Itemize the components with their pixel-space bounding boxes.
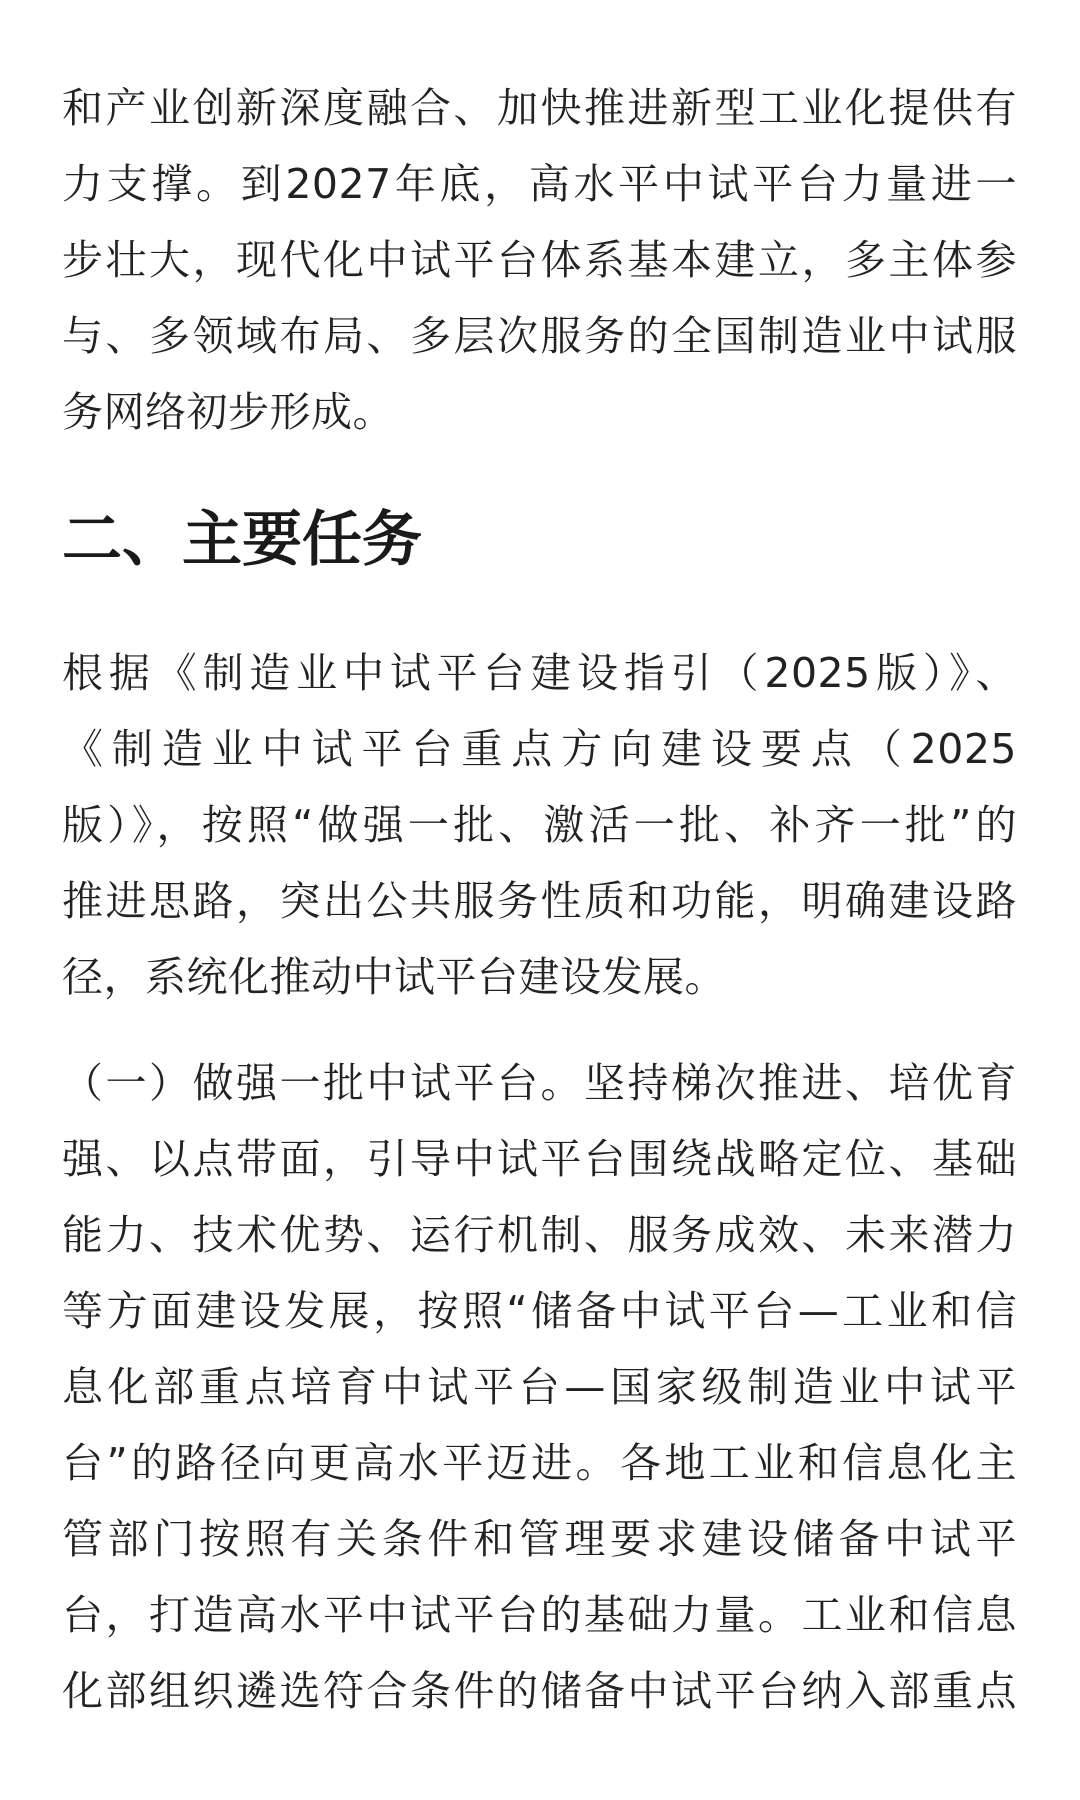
section-paragraph	[62, 635, 1017, 1015]
paragraph-line: 台”的路径向更高水平迈进。各地工业和信息化主	[62, 1439, 1017, 1487]
paragraph-line: 务网络初步形成。	[62, 388, 394, 436]
paragraph-line: 化部组织遴选符合条件的储备中试平台纳入部重点	[62, 1667, 1017, 1715]
intro-paragraph	[62, 70, 1017, 450]
paragraph-line: 管部门按照有关条件和管理要求建设储备中试平	[62, 1515, 1017, 1563]
section-heading: 二、主要任务	[62, 505, 422, 575]
paragraph-line: （一）做强一批中试平台。坚持梯次推进、培优育	[62, 1059, 1017, 1107]
paragraph-line: 步壮大，现代化中试平台体系基本建立，多主体参	[62, 236, 1017, 284]
paragraph-line: 等方面建设发展，按照“储备中试平台—工业和信	[62, 1287, 1017, 1335]
paragraph-line: 推进思路，突出公共服务性质和功能，明确建设路	[62, 877, 1017, 925]
paragraph-line: 台，打造高水平中试平台的基础力量。工业和信息	[62, 1591, 1017, 1639]
paragraph-line: 《制造业中试平台重点方向建设要点（2025	[62, 725, 1017, 773]
paragraph-line: 版）》，按照“做强一批、激活一批、补齐一批”的	[62, 801, 1017, 849]
paragraph-line: 力支撑。到2027年底，高水平中试平台力量进一	[62, 160, 1017, 208]
paragraph-line: 与、多领域布局、多层次服务的全国制造业中试服	[62, 312, 1017, 360]
paragraph-line: 径，系统化推动中试平台建设发展。	[62, 953, 726, 1001]
paragraph-line: 息化部重点培育中试平台—国家级制造业中试平	[62, 1363, 1017, 1411]
paragraph-line: 强、以点带面，引导中试平台围绕战略定位、基础	[62, 1135, 1017, 1183]
paragraph-line: 根据《制造业中试平台建设指引（2025版）》、	[62, 649, 1017, 697]
paragraph-line: 和产业创新深度融合、加快推进新型工业化提供有	[62, 84, 1017, 132]
subsection-paragraph	[62, 1045, 1017, 1729]
paragraph-line: 能力、技术优势、运行机制、服务成效、未来潜力	[62, 1211, 1017, 1259]
